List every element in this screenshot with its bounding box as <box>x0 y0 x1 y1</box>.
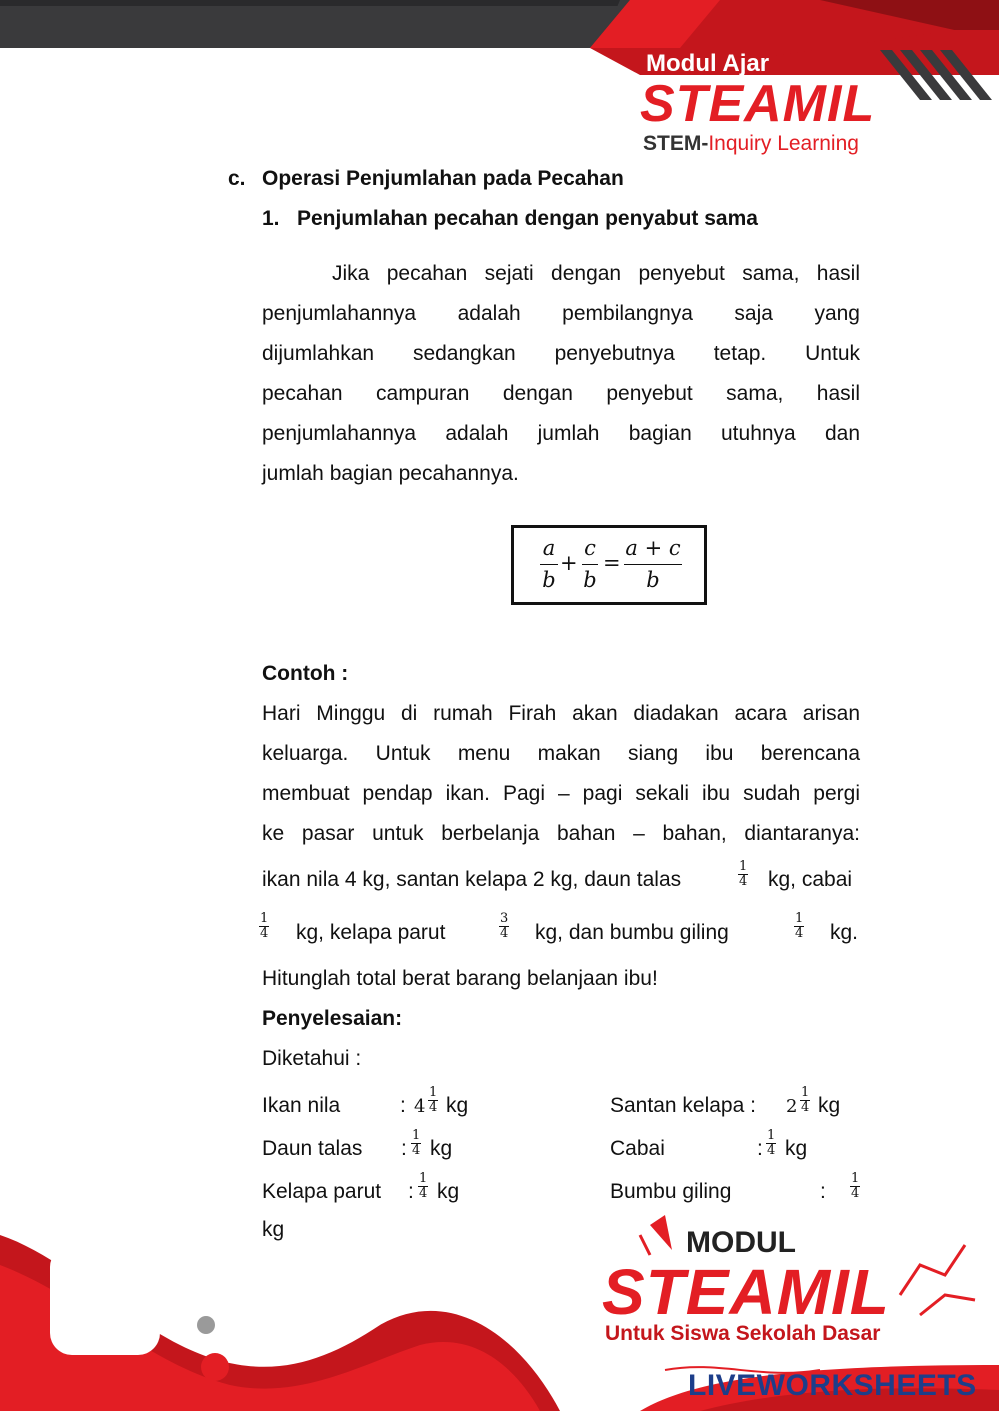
ikan-nila-label: Ikan nila <box>262 1094 341 1117</box>
example-heading: Contoh : <box>262 662 349 685</box>
fraction-den: 4 <box>801 1100 810 1115</box>
intro-line: penjumlahannya adalah pembilangnya saja yang <box>262 302 860 325</box>
fraction-den: 4 <box>260 926 269 941</box>
example-question: Hitunglah total berat barang belanjaan ibu! <box>262 967 658 990</box>
fraction-num: 1 <box>851 1171 860 1186</box>
fraction-den: 4 <box>419 1186 428 1201</box>
fraction-num: 1 <box>429 1085 438 1100</box>
fraction-num: 1 <box>739 859 748 874</box>
section-letter: c. <box>228 167 246 190</box>
cabai-unit: kg <box>785 1137 808 1160</box>
bumbu-giling-colon: : <box>820 1180 826 1203</box>
solution-heading: Penyelesaian: <box>262 1007 403 1030</box>
daun-talas-fraction <box>411 1129 421 1158</box>
fraction-daun-talas <box>738 860 748 889</box>
cabai-label: Cabai <box>610 1137 665 1160</box>
fraction-kelapa-parut <box>499 912 509 941</box>
fraction-den: 4 <box>429 1100 438 1115</box>
fraction-bumbu-giling <box>794 912 804 941</box>
ikan-nila-whole: 4 <box>414 1096 426 1117</box>
subsection-title: Penjumlahan pecahan dengan penyabut sama <box>297 207 758 230</box>
daun-talas-colon: : <box>401 1137 407 1160</box>
intro-paragraph <box>262 254 860 494</box>
intro-line: jumlah bagian pecahannya. <box>262 462 519 485</box>
cabai-fraction <box>766 1129 776 1158</box>
kelapa-parut-colon: : <box>408 1180 414 1203</box>
intro-line: penjumlahannya adalah jumlah bagian utuhnya dan <box>262 422 860 445</box>
formula-plus: + <box>560 551 578 575</box>
santan-kelapa-unit: kg <box>818 1094 841 1117</box>
bumbu-giling-label: Bumbu giling <box>610 1180 732 1203</box>
formula-b2: b <box>583 568 597 592</box>
steamil-logo-top: STEAMIL <box>640 75 876 133</box>
fraction-num: 1 <box>412 1128 421 1143</box>
stem-suffix: Inquiry Learning <box>708 132 859 155</box>
ikan-nila-colon: : <box>400 1094 406 1117</box>
formula-b3: b <box>646 568 660 592</box>
example-line: keluarga. Untuk menu makan siang ibu berencana <box>262 742 860 765</box>
ikan-nila-unit: kg <box>446 1094 469 1117</box>
cabai-colon: : <box>757 1137 763 1160</box>
fraction-den: 4 <box>795 926 804 941</box>
subsection-number: 1. <box>262 207 280 230</box>
example-line: membuat pendap ikan. Pagi – pagi sekali ibu sudah pergi <box>262 782 860 805</box>
fraction-num: 1 <box>801 1085 810 1100</box>
fraction-num: 1 <box>767 1128 776 1143</box>
fraction-num: 1 <box>260 911 269 926</box>
formula-line-2 <box>582 564 598 565</box>
example-line-6-kg3: kg. <box>830 921 859 944</box>
bumbu-giling-unit: kg <box>262 1218 285 1241</box>
fraction-den: 4 <box>767 1143 776 1158</box>
example-line-6-kg1: kg, kelapa parut <box>296 921 446 944</box>
formula-a-plus-c: a + c <box>625 536 681 560</box>
formula-line-1 <box>540 564 558 565</box>
daun-talas-label: Daun talas <box>262 1137 363 1160</box>
kelapa-parut-unit: kg <box>437 1180 460 1203</box>
liveworksheets-logo[interactable]: LIVEWORKSHEETS <box>688 1369 977 1402</box>
stem-inquiry-label <box>643 132 859 156</box>
formula-b1: b <box>542 568 556 592</box>
daun-talas-unit: kg <box>430 1137 453 1160</box>
intro-line: Jika pecahan sejati dengan penyebut sama, hasil <box>332 262 860 285</box>
modul-logo-bottom: MODUL <box>686 1226 796 1259</box>
steamil-logo-bottom: STEAMIL <box>602 1256 890 1328</box>
santan-kelapa-fraction <box>800 1086 810 1115</box>
fraction-den: 4 <box>851 1186 860 1201</box>
modul-ajar-label: Modul Ajar <box>646 50 770 77</box>
fraction-cabai <box>259 912 269 941</box>
ikan-nila-fraction <box>428 1086 438 1115</box>
section-title: Operasi Penjumlahan pada Pecahan <box>262 167 624 190</box>
fraction-den: 4 <box>412 1143 421 1158</box>
stem-prefix: STEM- <box>643 132 709 155</box>
intro-line: pecahan campuran dengan penyebut sama, hasil <box>262 382 860 405</box>
example-line-5-text: ikan nila 4 kg, santan kelapa 2 kg, daun talas <box>262 868 682 891</box>
example-line-6-kg2: kg, dan bumbu giling <box>535 921 729 944</box>
formula-a: a <box>542 536 556 560</box>
known-label: Diketahui : <box>262 1047 362 1070</box>
formula-box <box>511 525 707 605</box>
example-line: ke pasar untuk berbelanja bahan – bahan, diantaranya: <box>262 822 860 845</box>
kelapa-parut-label: Kelapa parut <box>262 1180 382 1203</box>
santan-kelapa-label: Santan kelapa : <box>610 1094 756 1117</box>
example-line-5-after: kg, cabai <box>768 868 853 891</box>
example-line: Hari Minggu di rumah Firah akan diadakan acara arisan <box>262 702 860 725</box>
santan-kelapa-whole: 2 <box>786 1096 798 1117</box>
untuk-siswa-label: Untuk Siswa Sekolah Dasar <box>605 1322 881 1345</box>
fraction-den: 4 <box>739 874 748 889</box>
intro-line: dijumlahkan sedangkan penyebutnya tetap. Untuk <box>262 342 860 365</box>
example-paragraph <box>262 694 860 854</box>
formula-c: c <box>584 536 596 560</box>
formula-equals: = <box>603 551 621 575</box>
formula-line-3 <box>624 564 682 565</box>
fraction-num: 1 <box>795 911 804 926</box>
fraction-num: 3 <box>500 911 509 926</box>
fraction-den: 4 <box>500 926 509 941</box>
fraction-num: 1 <box>419 1171 428 1186</box>
